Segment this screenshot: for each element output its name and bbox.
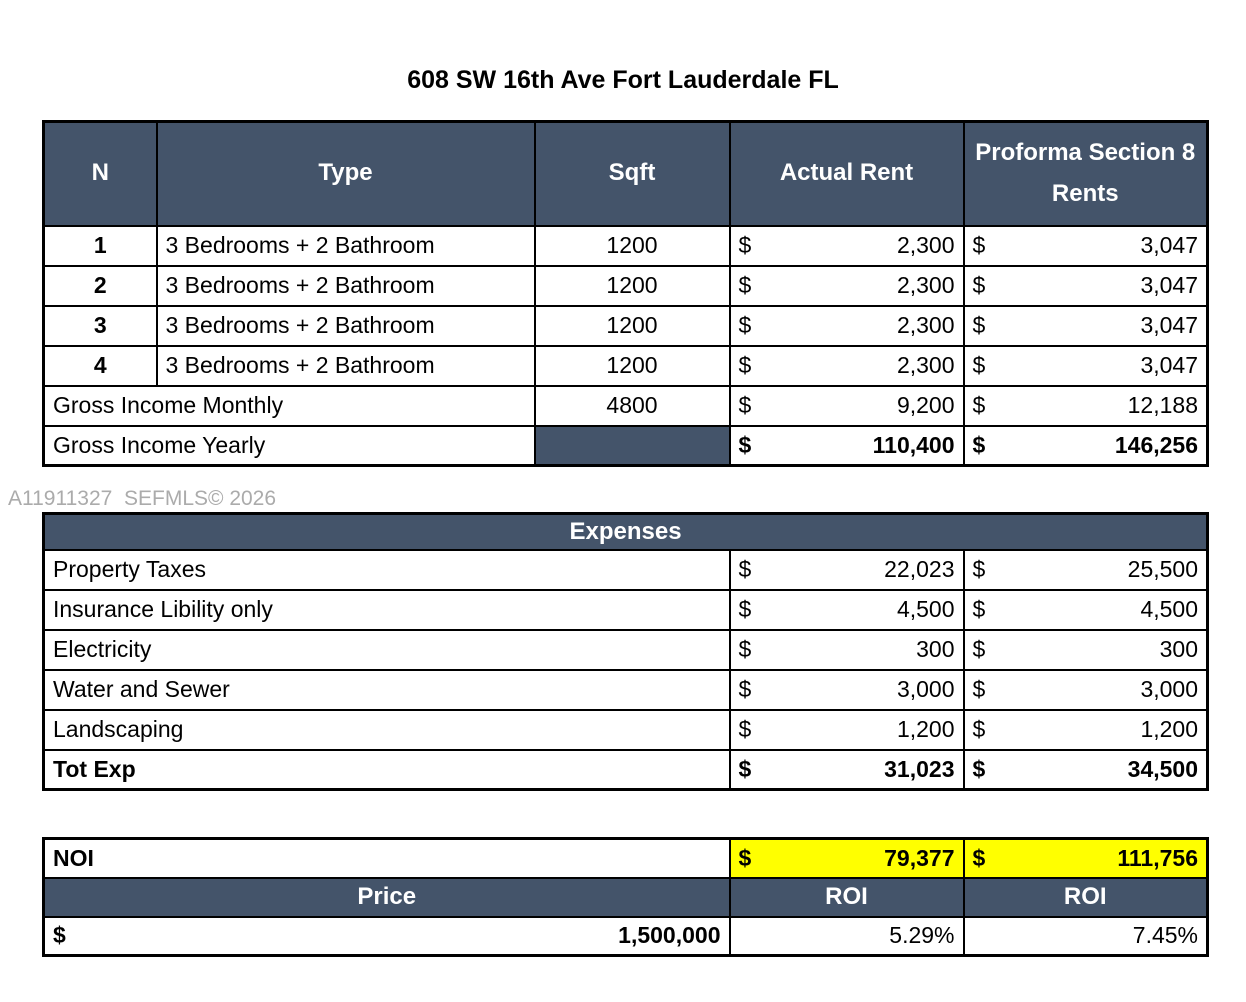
mls-watermark: A11911327 SEFMLS© 2026: [8, 487, 277, 510]
unit-proforma-rent: [964, 266, 1208, 306]
dollar-sign: $: [972, 392, 986, 418]
expenses-section-title: Expenses: [44, 514, 1208, 550]
header-proforma: Proforma Section 8 Rents: [964, 122, 1208, 226]
amount: 146,256: [1114, 431, 1198, 458]
amount: 110,400: [872, 431, 955, 458]
expense-label: Water and Sewer: [44, 670, 730, 710]
amount: 1,500,000: [618, 922, 721, 949]
unit-row: [44, 346, 1208, 386]
amount: 1,200: [1140, 716, 1199, 742]
dollar-sign: $: [738, 392, 752, 418]
rent-table-header-row: [44, 122, 1208, 226]
expense-label: Insurance Libility only: [44, 590, 730, 630]
expense-row: [44, 630, 1208, 670]
dollar-sign: $: [972, 232, 986, 258]
expense-proforma: [964, 630, 1208, 670]
amount: 31,023: [884, 755, 955, 782]
dollar-sign: $: [972, 352, 986, 378]
unit-type: 3 Bedrooms + 2 Bathroom: [157, 346, 535, 386]
unit-number: 3: [44, 306, 157, 346]
gross-income-yearly-row: [44, 426, 1208, 466]
dollar-sign: $: [738, 676, 752, 702]
gross-monthly-sqft: 4800: [535, 386, 730, 426]
dollar-sign: $: [972, 755, 986, 782]
gross-yearly-label: Gross Income Yearly: [44, 426, 535, 466]
noi-row: [44, 839, 1208, 878]
gross-monthly-actual: [730, 386, 964, 426]
amount: 22,023: [884, 556, 955, 582]
header-type: Type: [157, 122, 535, 226]
dollar-sign: $: [738, 556, 752, 582]
dollar-sign: $: [738, 636, 752, 662]
gross-monthly-label: Gross Income Monthly: [44, 386, 535, 426]
dollar-sign: $: [972, 636, 986, 662]
dollar-sign: $: [972, 716, 986, 742]
amount: 9,200: [896, 392, 955, 418]
dollar-sign: $: [972, 596, 986, 622]
dollar-sign: $: [738, 232, 752, 258]
unit-sqft: 1200: [535, 226, 730, 266]
amount: 3,047: [1140, 232, 1198, 258]
amount: 3,047: [1140, 272, 1198, 298]
amount: 2,300: [896, 272, 955, 298]
amount: 3,000: [1140, 676, 1199, 702]
unit-row: [44, 226, 1208, 266]
gross-yearly-actual: [730, 426, 964, 466]
total-expenses-row: [44, 750, 1208, 790]
unit-actual-rent: [730, 266, 964, 306]
amount: 25,500: [1127, 556, 1199, 582]
unit-type: 3 Bedrooms + 2 Bathroom: [157, 266, 535, 306]
amount: 3,000: [896, 676, 955, 702]
price-header: Price: [44, 878, 730, 917]
dollar-sign: $: [53, 922, 66, 949]
expense-row: [44, 710, 1208, 750]
expense-actual: [730, 550, 964, 590]
amount: 3,047: [1140, 312, 1198, 338]
dollar-sign: $: [738, 431, 752, 458]
price-value: [44, 917, 730, 956]
dollar-sign: $: [972, 676, 986, 702]
unit-number: 1: [44, 226, 157, 266]
dollar-sign: $: [738, 596, 752, 622]
expense-actual: [730, 590, 964, 630]
unit-actual-rent: [730, 346, 964, 386]
unit-proforma-rent: [964, 306, 1208, 346]
amount: 79,377: [884, 844, 955, 871]
expense-proforma: [964, 590, 1208, 630]
unit-row: [44, 306, 1208, 346]
filled-blank-cell: [535, 426, 730, 466]
unit-sqft: 1200: [535, 266, 730, 306]
header-n: N: [44, 122, 157, 226]
gross-income-monthly-row: [44, 386, 1208, 426]
price-roi-header-row: [44, 878, 1208, 917]
dollar-sign: $: [738, 844, 752, 871]
unit-sqft: 1200: [535, 306, 730, 346]
unit-actual-rent: [730, 306, 964, 346]
amount: 4,500: [896, 596, 955, 622]
expense-proforma: [964, 670, 1208, 710]
amount: 111,756: [1117, 844, 1198, 871]
dollar-sign: $: [738, 352, 752, 378]
total-expenses-actual: [730, 750, 964, 790]
expense-label: Electricity: [44, 630, 730, 670]
header-sqft: Sqft: [535, 122, 730, 226]
expense-actual: [730, 710, 964, 750]
unit-number: 2: [44, 266, 157, 306]
expense-actual: [730, 630, 964, 670]
total-expenses-label: Tot Exp: [44, 750, 730, 790]
gross-monthly-proforma: [964, 386, 1208, 426]
dollar-sign: $: [972, 272, 986, 298]
dollar-sign: $: [738, 312, 752, 338]
dollar-sign: $: [972, 431, 986, 458]
unit-row: [44, 266, 1208, 306]
dollar-sign: $: [738, 716, 752, 742]
gross-yearly-proforma: [964, 426, 1208, 466]
expense-proforma: [964, 710, 1208, 750]
amount: 4,500: [1140, 596, 1199, 622]
roi-actual-value: 5.29%: [730, 917, 964, 956]
dollar-sign: $: [972, 844, 986, 871]
total-expenses-proforma: [964, 750, 1208, 790]
roi-header-proforma: ROI: [964, 878, 1208, 917]
unit-proforma-rent: [964, 226, 1208, 266]
dollar-sign: $: [738, 755, 752, 782]
expense-label: Property Taxes: [44, 550, 730, 590]
noi-proforma: [964, 839, 1208, 878]
amount: 2,300: [896, 312, 955, 338]
roi-proforma-value: 7.45%: [964, 917, 1208, 956]
expense-row: [44, 590, 1208, 630]
dollar-sign: $: [972, 312, 986, 338]
amount: 300: [1159, 636, 1199, 662]
header-actual-rent: Actual Rent: [730, 122, 964, 226]
expense-proforma: [964, 550, 1208, 590]
noi-label: NOI: [44, 839, 730, 878]
amount: 1,200: [896, 716, 955, 742]
unit-number: 4: [44, 346, 157, 386]
expense-row: [44, 550, 1208, 590]
unit-type: 3 Bedrooms + 2 Bathroom: [157, 226, 535, 266]
roi-header-actual: ROI: [730, 878, 964, 917]
unit-type: 3 Bedrooms + 2 Bathroom: [157, 306, 535, 346]
dollar-sign: $: [972, 556, 986, 582]
property-title: 608 SW 16th Ave Fort Lauderdale FL: [407, 66, 839, 94]
amount: 2,300: [896, 352, 955, 378]
dollar-sign: $: [738, 272, 752, 298]
amount: 34,500: [1127, 755, 1199, 782]
expense-label: Landscaping: [44, 710, 730, 750]
amount: 12,188: [1127, 392, 1198, 418]
summary-table: [42, 837, 1209, 957]
noi-actual: [730, 839, 964, 878]
amount: 2,300: [896, 232, 955, 258]
unit-actual-rent: [730, 226, 964, 266]
amount: 3,047: [1140, 352, 1198, 378]
amount: 300: [916, 636, 955, 662]
expense-row: [44, 670, 1208, 710]
rent-table: [42, 120, 1209, 467]
unit-proforma-rent: [964, 346, 1208, 386]
price-roi-value-row: [44, 917, 1208, 956]
expense-actual: [730, 670, 964, 710]
expenses-header-row: [44, 514, 1208, 550]
expenses-table: [42, 512, 1209, 791]
unit-sqft: 1200: [535, 346, 730, 386]
